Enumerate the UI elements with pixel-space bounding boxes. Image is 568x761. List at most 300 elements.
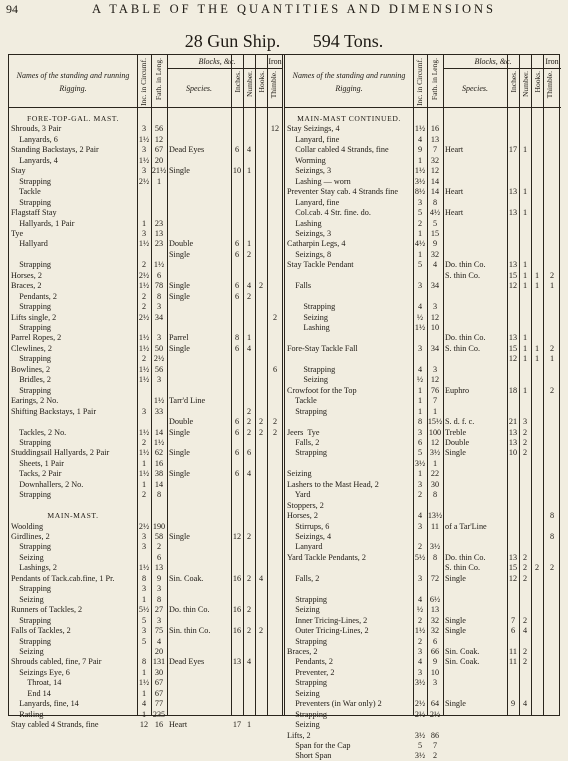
fathom-cell: 190 bbox=[152, 521, 166, 531]
inches-cell: 6 bbox=[510, 626, 516, 636]
table-row bbox=[9, 427, 283, 438]
rigging-name: Lashings, 2 bbox=[11, 563, 57, 573]
rigging-name: Girdlines, 2 bbox=[11, 532, 50, 541]
fathom-cell: 15½ bbox=[427, 417, 443, 427]
table-row bbox=[9, 322, 283, 333]
fathom-cell: 12 bbox=[430, 437, 440, 447]
table-row bbox=[9, 604, 283, 615]
fathom-cell: 72 bbox=[430, 573, 440, 583]
circumference-cell: 3½ bbox=[414, 730, 426, 740]
table-row bbox=[285, 301, 561, 312]
rigging-name: Preventer Stay cab. 4 Strands fine bbox=[287, 187, 398, 197]
thimble-cell: 8 bbox=[549, 532, 555, 541]
hooks-header: Hooks. bbox=[533, 71, 542, 93]
table-row bbox=[9, 719, 283, 730]
fathom-cell: 8 bbox=[432, 490, 438, 500]
species-cell: Dead Eyes bbox=[169, 145, 205, 155]
species-cell: Heart bbox=[445, 145, 464, 155]
fathom-cell: 1 bbox=[432, 458, 438, 468]
rigging-name: Strapping bbox=[11, 385, 52, 395]
table-row bbox=[285, 604, 561, 615]
rigging-name: Strapping bbox=[287, 709, 328, 719]
fathom-cell: 4 bbox=[432, 260, 438, 270]
table-row bbox=[285, 740, 561, 751]
inches-cell: 13 bbox=[508, 427, 518, 437]
fathom-cell: 235 bbox=[152, 709, 166, 719]
circumference-cell: 1 bbox=[417, 469, 423, 479]
fathom-cell: 7 bbox=[432, 145, 438, 155]
rigging-name: Lanyards, 6 bbox=[11, 134, 58, 144]
inches-cell: 12 bbox=[508, 354, 518, 364]
rigging-name: Seizing bbox=[287, 605, 320, 615]
table-row bbox=[9, 406, 283, 417]
rigging-name: Horses, 2 bbox=[11, 270, 42, 280]
number-cell: 2 bbox=[522, 563, 528, 573]
table-row bbox=[9, 636, 283, 647]
page-header bbox=[6, 2, 562, 18]
number-cell: 1 bbox=[246, 720, 252, 730]
fathom-cell: 14 bbox=[154, 479, 164, 489]
inches-cell: 6 bbox=[234, 281, 240, 291]
fathom-cell: 8 bbox=[156, 594, 162, 604]
rigging-name: Stoppers, 2 bbox=[287, 500, 324, 510]
number-cell: 2 bbox=[246, 532, 252, 541]
circumference-cell: 1½ bbox=[138, 427, 150, 437]
fathom-cell: 34 bbox=[430, 343, 440, 353]
table-row bbox=[285, 259, 561, 270]
hooks-cell: 1 bbox=[534, 281, 540, 291]
fathom-cell: 131 bbox=[152, 657, 166, 667]
table-row bbox=[285, 197, 561, 208]
fathom-cell: 32 bbox=[430, 626, 440, 636]
table-row bbox=[285, 531, 561, 542]
fathom-cell: 32 bbox=[430, 155, 440, 165]
rigging-name: Lashing bbox=[287, 218, 322, 228]
table-row bbox=[285, 186, 561, 197]
table-row bbox=[9, 395, 283, 406]
table-row bbox=[285, 353, 561, 364]
table-row bbox=[9, 374, 283, 385]
table-row bbox=[285, 500, 561, 511]
table-row bbox=[285, 709, 561, 720]
species-cell: Do. thin Co. bbox=[445, 260, 486, 270]
table-row bbox=[285, 291, 561, 302]
hooks-cell: 1 bbox=[534, 354, 540, 364]
circumference-cell: 2 bbox=[141, 260, 147, 270]
species-cell: Heart bbox=[445, 187, 464, 197]
circumference-cell: 2 bbox=[417, 218, 423, 228]
fathom-cell: 23 bbox=[154, 239, 164, 249]
rigging-name: Seizings, 4 bbox=[287, 532, 332, 541]
table-row bbox=[9, 228, 283, 239]
fathom-cell: 2 bbox=[432, 751, 438, 761]
thimble-cell: 2 bbox=[549, 343, 555, 353]
rigging-name: Seizings Eye, 6 bbox=[11, 667, 70, 677]
number-cell: 1 bbox=[522, 354, 528, 364]
table-row bbox=[9, 186, 283, 197]
inches-cell: 15 bbox=[508, 270, 518, 280]
circumference-cell: 1 bbox=[141, 688, 147, 698]
fathom-cell: 21½ bbox=[151, 166, 167, 176]
fathom-cell: 12 bbox=[430, 375, 440, 385]
table-row bbox=[9, 364, 283, 375]
number-cell: 2 bbox=[246, 573, 252, 583]
table-row bbox=[9, 573, 283, 584]
table-row bbox=[285, 541, 561, 552]
species-cell: Do. thin Co. bbox=[445, 552, 486, 562]
circumference-cell: 5½ bbox=[138, 605, 150, 615]
circumference-cell: 1½ bbox=[138, 375, 150, 385]
table-row bbox=[285, 698, 561, 709]
table-row bbox=[285, 312, 561, 323]
fathom-cell: 58 bbox=[154, 532, 164, 541]
number-cell: 1 bbox=[246, 166, 252, 176]
inches-cell: 13 bbox=[508, 437, 518, 447]
table-row bbox=[9, 113, 283, 124]
hooks-cell: 2 bbox=[258, 427, 264, 437]
number-cell: 4 bbox=[246, 343, 252, 353]
fathom-cell: 11 bbox=[431, 521, 439, 531]
fathom-cell: 4½ bbox=[429, 208, 441, 218]
species-cell: Single bbox=[169, 469, 190, 479]
rigging-name: Throat, 14 bbox=[11, 678, 62, 688]
species-cell: Single bbox=[169, 281, 190, 291]
rigging-name: Woolding bbox=[11, 521, 44, 531]
table-row bbox=[9, 155, 283, 166]
circumference-cell: 2 bbox=[417, 542, 423, 552]
fathom-cell: 2 bbox=[156, 542, 162, 552]
rigging-name: Standing Backstays, 2 Pair bbox=[11, 145, 99, 155]
rigging-name: Clewlines, 2 bbox=[11, 343, 52, 353]
rigging-table bbox=[8, 54, 560, 761]
table-row bbox=[285, 280, 561, 291]
table-row bbox=[9, 479, 283, 490]
species-cell: of a Tar'Line bbox=[445, 521, 487, 531]
fathom-cell: 2½ bbox=[153, 354, 165, 364]
fathom-cell: 3 bbox=[156, 584, 162, 594]
rigging-name: Strapping bbox=[11, 584, 52, 594]
circumference-cell: 2 bbox=[141, 302, 147, 312]
table-row bbox=[9, 447, 283, 458]
fathom-cell: 13 bbox=[430, 134, 440, 144]
circumference-cell: 3 bbox=[417, 573, 423, 583]
rigging-name: Tye bbox=[11, 228, 24, 238]
species-cell: Single bbox=[169, 249, 190, 259]
inches-cell: 17 bbox=[508, 145, 518, 155]
fathom-cell: 8 bbox=[156, 291, 162, 301]
number-cell: 2 bbox=[522, 573, 528, 583]
inches-cell: 6 bbox=[234, 249, 240, 259]
fathom-cell: 23 bbox=[154, 218, 164, 228]
rigging-name: Seizings, 3 bbox=[287, 166, 332, 176]
hooks-cell: 4 bbox=[258, 573, 264, 583]
circumference-cell: 3½ bbox=[414, 458, 426, 468]
table-row bbox=[285, 218, 561, 229]
circumference-cell: 1 bbox=[417, 249, 423, 259]
circumference-cell: 1½ bbox=[138, 364, 150, 374]
table-row bbox=[9, 594, 283, 605]
inches-cell: 6 bbox=[234, 469, 240, 479]
table-row bbox=[9, 144, 283, 155]
species-header: Species. bbox=[462, 84, 488, 93]
circumference-cell: 12 bbox=[139, 720, 149, 730]
hooks-cell: 1 bbox=[534, 270, 540, 280]
circumference-cell: 2½ bbox=[138, 176, 150, 186]
table-row bbox=[285, 249, 561, 260]
table-row bbox=[9, 385, 283, 396]
table-row bbox=[9, 259, 283, 270]
rigging-name: Ratling bbox=[11, 709, 44, 719]
inches-cell: 8 bbox=[234, 333, 240, 343]
blocks-header: Blocks, &c. bbox=[474, 57, 512, 66]
table-row bbox=[285, 479, 561, 490]
fathom-cell: 7 bbox=[432, 396, 438, 406]
circumference-cell: 4 bbox=[417, 364, 423, 374]
fathom-cell: 10 bbox=[430, 323, 440, 332]
rigging-name: Bridles, 2 bbox=[11, 375, 52, 385]
fathom-cell: 13½ bbox=[427, 511, 443, 521]
inches-header: Inches. bbox=[233, 71, 242, 93]
rigging-name: Braces, 2 bbox=[287, 646, 318, 656]
rigging-name: Tackles, 2 No. bbox=[11, 427, 67, 437]
table-row bbox=[285, 364, 561, 375]
circumference-cell: 4½ bbox=[414, 239, 426, 249]
rigging-name: Strapping bbox=[287, 448, 328, 458]
table-row bbox=[285, 207, 561, 218]
table-row bbox=[9, 332, 283, 343]
table-row bbox=[285, 719, 561, 730]
species-cell: Dead Eyes bbox=[169, 657, 205, 667]
number-cell: 4 bbox=[246, 469, 252, 479]
circumference-cell: 5 bbox=[141, 636, 147, 646]
table-row bbox=[285, 552, 561, 563]
hooks-cell: 2 bbox=[534, 563, 540, 573]
rigging-name: Stay Tackle Pendant bbox=[287, 260, 354, 270]
table-row bbox=[9, 165, 283, 176]
rigging-name: Stay Seizings, 4 bbox=[287, 124, 340, 134]
table-row bbox=[9, 207, 283, 218]
table-row bbox=[9, 249, 283, 260]
circumference-cell: 3 bbox=[417, 646, 423, 656]
rigging-name: Lanyards, fine, 14 bbox=[11, 699, 79, 709]
table-row bbox=[9, 541, 283, 552]
fathom-cell: 22 bbox=[430, 469, 440, 479]
fathom-cell: 12 bbox=[430, 312, 440, 322]
fathom-cell: 6½ bbox=[429, 594, 441, 604]
circumference-cell: 2½ bbox=[414, 699, 426, 709]
number-cell: 1 bbox=[522, 270, 528, 280]
header-rule bbox=[285, 107, 561, 108]
circumference-cell: 3 bbox=[417, 281, 423, 291]
fathom-cell: 78 bbox=[154, 281, 164, 291]
circumference-cell: 1 bbox=[417, 155, 423, 165]
number-cell: 3 bbox=[522, 417, 528, 427]
circumference-cell: 3 bbox=[141, 584, 147, 594]
fathom-cell: 1½ bbox=[153, 260, 165, 270]
rigging-name: Hallyards, 1 Pair bbox=[11, 218, 75, 228]
ship-guns: 28 Gun Ship. bbox=[184, 31, 281, 51]
hooks-cell: 2 bbox=[258, 417, 264, 427]
rigging-name: Pendants, 2 bbox=[11, 291, 57, 301]
inches-cell: 6 bbox=[234, 448, 240, 458]
table-row bbox=[285, 427, 561, 438]
rigging-name: Strapping bbox=[11, 636, 52, 646]
rigging-name: Strapping bbox=[11, 176, 52, 186]
fath-header: Fath. in Leng. bbox=[430, 58, 439, 101]
circumference-cell: 3 bbox=[141, 532, 147, 541]
page-number: 94 bbox=[6, 2, 18, 16]
circumference-cell: 1 bbox=[141, 594, 147, 604]
fathom-cell: 5 bbox=[432, 218, 438, 228]
table-row bbox=[9, 134, 283, 145]
fathom-cell: 2½ bbox=[429, 709, 441, 719]
species-cell: Heart bbox=[445, 208, 464, 218]
fathom-cell: 10 bbox=[430, 667, 440, 677]
fathom-cell: 32 bbox=[430, 249, 440, 259]
fathom-cell: 13 bbox=[430, 605, 440, 615]
species-cell: Tarr'd Line bbox=[169, 396, 206, 406]
table-row bbox=[9, 500, 283, 511]
rigging-name: Lashers to the Mast Head, 2 bbox=[287, 479, 379, 489]
fathom-cell: 16 bbox=[154, 458, 164, 468]
circumference-cell: 1 bbox=[141, 667, 147, 677]
number-cell: 2 bbox=[246, 291, 252, 301]
fathom-cell: 9 bbox=[432, 239, 438, 249]
rigging-name: Shrouds, 3 Pair bbox=[11, 124, 62, 134]
inches-cell: 7 bbox=[510, 615, 516, 625]
thimble-cell: 2 bbox=[272, 427, 278, 437]
rigging-name: Span for the Cap bbox=[287, 741, 351, 750]
table-row bbox=[285, 165, 561, 176]
rigging-name: Jeers Tye bbox=[287, 427, 320, 437]
table-row bbox=[285, 176, 561, 187]
circumference-cell: 1½ bbox=[138, 448, 150, 458]
table-row bbox=[285, 447, 561, 458]
inches-cell: 6 bbox=[234, 427, 240, 437]
rigging-name: Strapping bbox=[11, 302, 52, 312]
table-row bbox=[285, 688, 561, 699]
circumference-cell: 8 bbox=[141, 657, 147, 667]
number-cell: 6 bbox=[246, 448, 252, 458]
number-cell: 1 bbox=[246, 333, 252, 343]
table-row bbox=[9, 270, 283, 281]
circumference-cell: 2 bbox=[141, 437, 147, 447]
circumference-cell: 1 bbox=[141, 218, 147, 228]
fathom-cell: 14 bbox=[154, 427, 164, 437]
inches-cell: 6 bbox=[234, 239, 240, 249]
table-row bbox=[9, 677, 283, 688]
table-row bbox=[285, 374, 561, 385]
thimble-cell: 6 bbox=[272, 364, 278, 374]
circumference-cell: 3 bbox=[417, 197, 423, 207]
rigging-name: Earings, 2 No. bbox=[11, 396, 59, 406]
number-cell: 2 bbox=[246, 417, 252, 427]
fathom-cell: 13 bbox=[154, 563, 164, 573]
rigging-name: Seizing bbox=[287, 469, 312, 479]
circumference-cell: 1½ bbox=[138, 155, 150, 165]
circumference-cell: 4 bbox=[141, 699, 147, 709]
fathom-cell: 34 bbox=[430, 281, 440, 291]
rigging-name: Seizing bbox=[287, 312, 328, 322]
species-cell: Single bbox=[169, 448, 190, 458]
species-cell: Single bbox=[169, 166, 190, 176]
fathom-cell: 64 bbox=[430, 699, 440, 709]
table-row bbox=[9, 437, 283, 448]
rigging-name: Sheets, 1 Pair bbox=[11, 458, 64, 468]
table-row bbox=[9, 583, 283, 594]
fathom-cell: 3 bbox=[432, 678, 438, 688]
rigging-name: Tackle bbox=[11, 187, 41, 197]
circumference-cell: 5 bbox=[417, 260, 423, 270]
fathom-cell: 3 bbox=[432, 302, 438, 312]
table-row bbox=[285, 521, 561, 532]
fathom-cell: 1½ bbox=[153, 396, 165, 406]
table-row bbox=[285, 636, 561, 647]
inches-cell: 11 bbox=[509, 646, 517, 656]
inches-cell: 12 bbox=[508, 573, 518, 583]
table-row bbox=[285, 270, 561, 281]
number-cell: 2 bbox=[246, 427, 252, 437]
number-cell: 2 bbox=[522, 657, 528, 667]
species-cell: Sin. Coak. bbox=[445, 657, 480, 667]
table-row bbox=[9, 709, 283, 720]
rigging-name: Tackle bbox=[287, 396, 317, 406]
number-cell: 2 bbox=[522, 615, 528, 625]
rigging-name: Falls bbox=[287, 281, 312, 291]
table-row bbox=[285, 667, 561, 678]
rigging-name: Lanyard, fine bbox=[287, 197, 340, 207]
rigging-name: Collar cabled 4 Strands, fine bbox=[287, 145, 389, 155]
rigging-name: Stirrups, 6 bbox=[287, 521, 330, 531]
number-cell: 2 bbox=[522, 437, 528, 447]
table-row bbox=[9, 343, 283, 354]
circumference-cell: 1 bbox=[141, 479, 147, 489]
species-cell: Single bbox=[169, 532, 190, 541]
number-cell: 4 bbox=[246, 145, 252, 155]
table-row bbox=[9, 552, 283, 563]
rigging-name: Strapping bbox=[287, 636, 328, 646]
circumference-cell: 1½ bbox=[138, 333, 150, 343]
circumference-cell: 6 bbox=[417, 437, 423, 447]
fathom-cell: 8 bbox=[432, 552, 438, 562]
number-cell: 4 bbox=[522, 626, 528, 636]
fathom-cell: 27 bbox=[154, 605, 164, 615]
table-row bbox=[9, 615, 283, 626]
number-cell: 4 bbox=[246, 657, 252, 667]
species-cell: S. thin Co. bbox=[445, 270, 481, 280]
rigging-name: Lanyards, 4 bbox=[11, 155, 58, 165]
fathom-cell: 15 bbox=[430, 228, 440, 238]
inches-cell: 15 bbox=[508, 343, 518, 353]
table-row bbox=[285, 134, 561, 145]
circumference-cell: 2 bbox=[417, 490, 423, 500]
iron-header: Iron bbox=[268, 57, 282, 66]
fathom-cell: 8 bbox=[156, 490, 162, 500]
rigging-name: Horses, 2 bbox=[287, 511, 318, 521]
circumference-cell: 2½ bbox=[414, 709, 426, 719]
circumference-cell: 3 bbox=[417, 667, 423, 677]
species-cell: Euphro bbox=[445, 385, 470, 395]
table-row bbox=[285, 416, 561, 427]
fathom-cell: 13 bbox=[154, 228, 164, 238]
inches-cell: 13 bbox=[508, 260, 518, 270]
inches-cell: 17 bbox=[232, 720, 242, 730]
table-row bbox=[285, 332, 561, 343]
number-cell: 2 bbox=[246, 406, 252, 416]
ship-tons: 594 Tons. bbox=[312, 31, 384, 51]
rigging-name: Seizings, 3 bbox=[287, 228, 332, 238]
fathom-cell: 30 bbox=[430, 479, 440, 489]
